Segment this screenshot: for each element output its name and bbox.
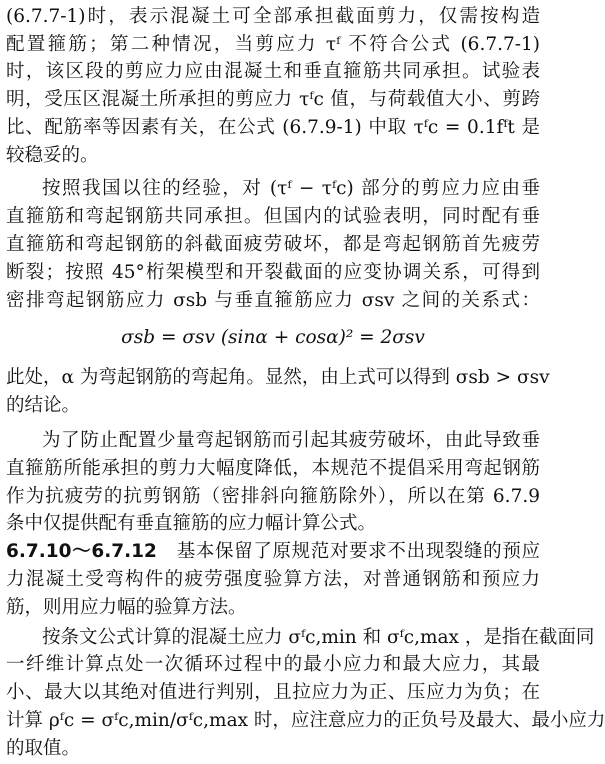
text-line: 的结论。: [6, 394, 81, 416]
text-line: 条中仅提供配有垂直箍筋的应力幅计算公式。: [6, 513, 377, 535]
text-line: 时，该区段的剪应力应由混凝土和垂直箍筋共同承担。试验表: [6, 61, 540, 83]
section-heading: 6.7.10～6.7.12: [6, 541, 157, 563]
section-line: [6, 537, 540, 566]
text-line: (6.7.7-1)时，表示混凝土可全部承担截面剪力，仅需按构造: [6, 5, 540, 27]
text-line: 断裂；按照 45°桁架模型和开裂截面的应变协调关系，可得到: [6, 261, 540, 283]
text-line: 明，受压区混凝土所承担的剪应力 τᶠc 值，与荷载值大小、剪跨: [6, 89, 540, 111]
text-line: 配置箍筋；第二种情况，当剪应力 τᶠ 不符合公式 (6.7.7-1): [6, 33, 540, 55]
text-line: 此处，α 为弯起钢筋的弯起角。显然，由上式可以得到 σsb > σsv: [6, 366, 550, 388]
text-line: 按照我国以往的经验，对 (τᶠ − τᶠc) 部分的剪应力应由垂: [42, 178, 540, 200]
text-line: 为了防止配置少量弯起钢筋而引起其疲劳破坏，由此导致垂: [42, 429, 540, 451]
text-line: 小、最大以其绝对值进行判别，且拉应力为正、压应力为负；在: [6, 682, 540, 704]
text-line: 一纤维计算点处一次循环过程中的最小应力和最大应力，其最: [6, 654, 540, 676]
text-line: 按条文公式计算的混凝土应力 σᶠc,min 和 σᶠc,max ，是指在截面同: [42, 626, 595, 648]
text-line: 作为抗疲劳的抗剪钢筋（密排斜向箍筋除外），所以在第 6.7.9: [6, 485, 540, 507]
equation: σsb = σsv (sinα + cosα)² = 2σsv: [121, 327, 425, 349]
text-line: 密排弯起钢筋应力 σsb 与垂直箍筋应力 σsv 之间的关系式：: [6, 289, 540, 311]
text-line: 力混凝土受弯构件的疲劳强度验算方法，对普通钢筋和预应力: [6, 569, 540, 591]
text-line: 直箍筋所能承担的剪力大幅度降低，本规范不提倡采用弯起钢筋: [6, 457, 540, 479]
text-line: 计算 ρᶠc = σᶠc,min/σᶠc,max 时，应注意应力的正负号及最大、最小应力: [6, 710, 605, 732]
text-line: 直箍筋和弯起钢筋共同承担。但国内的试验表明，同时配有垂: [6, 206, 540, 228]
text-line: 较稳妥的。: [6, 145, 99, 167]
text-span: 基本保留了原规范对要求不出现裂缝的预应: [156, 541, 540, 563]
text-line: 的取值。: [6, 738, 81, 759]
text-line: 比、配筋率等因素有关，在公式 (6.7.9-1) 中取 τᶠc = 0.1fᶠt 是: [6, 117, 540, 139]
text-line: 直箍筋和弯起钢筋的斜截面疲劳破坏，都是弯起钢筋首先疲劳: [6, 233, 540, 255]
text-line: 筋，则用应力幅的验算方法。: [6, 596, 247, 618]
